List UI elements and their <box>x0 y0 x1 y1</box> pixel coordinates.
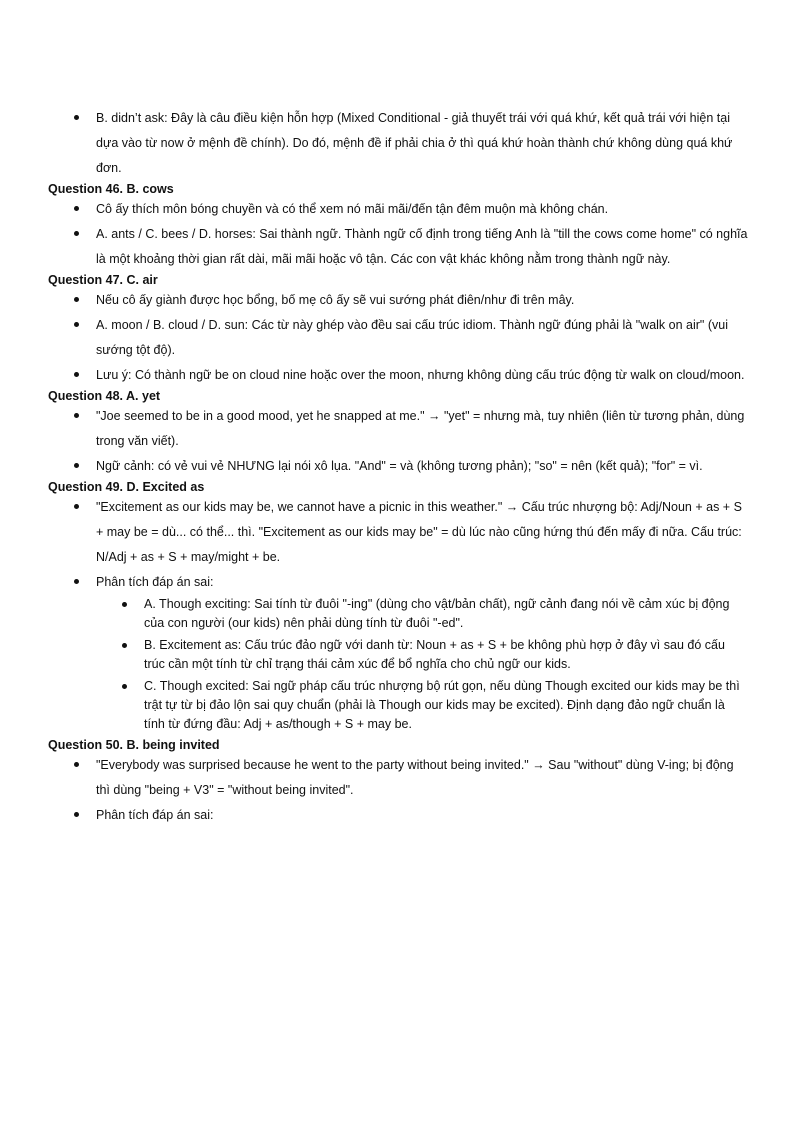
list-item <box>96 570 748 734</box>
q49-bullet-list <box>48 495 748 734</box>
question-49-heading: Question 49. D. Excited as <box>48 480 205 494</box>
q48-bullet-list <box>48 404 748 479</box>
list-item: A. ants / C. bees / D. horses: Sai thành ngữ. Thành ngữ cố định trong tiếng Anh là "till the cows come home" có nghĩa là một khoảng thời gian rất dài, mãi mãi hoặc vô tận. Các con vật khác không nằm trong thành ngữ này. <box>96 222 748 272</box>
list-item: A. moon / B. cloud / D. sun: Các từ này ghép vào đều sai cấu trúc idiom. Thành ngữ đúng phải là "walk on air" (vui sướng tột độ). <box>96 313 748 363</box>
q45-bullet-list <box>48 106 748 181</box>
list-item: "Everybody was surprised because he went to the party without being invited." → Sau "without" dùng V-ing; bị động thì dùng "being + V3" = "without being invited". <box>96 753 748 803</box>
q47-bullet-list <box>48 288 748 388</box>
list-item: B. didn’t ask: Đây là câu điều kiện hỗn hợp (Mixed Conditional - giả thuyết trái với quá khứ, kết quả trái với hiện tại dựa vào từ now ở mệnh đề chính). Do đó, mệnh đề if phải chia ở thì quá khứ hoàn thành chứ không dùng quá khứ đơn. <box>96 106 748 181</box>
question-50-heading: Question 50. B. being invited <box>48 738 220 752</box>
sub-list-item: A. Though exciting: Sai tính từ đuôi "-ing" (dùng cho vật/bản chất), ngữ cảnh đang nói về cảm xúc bị động của con người (our kids) nên phải dùng tính từ đuôi "-ed". <box>144 595 748 633</box>
list-item: Cô ấy thích môn bóng chuyền và có thể xem nó mãi mãi/đến tận đêm muộn mà không chán. <box>96 197 748 222</box>
list-item: "Joe seemed to be in a good mood, yet he snapped at me." → "yet" = nhưng mà, tuy nhiên (liên từ tương phản, dùng trong văn viết). <box>96 404 748 454</box>
list-item: Lưu ý: Có thành ngữ be on cloud nine hoặc over the moon, nhưng không dùng cấu trúc động từ walk on cloud/moon. <box>96 363 748 388</box>
question-48-heading: Question 48. A. yet <box>48 389 161 403</box>
list-item-label: Phân tích đáp án sai: <box>96 575 214 589</box>
q50-bullet-list <box>48 753 748 828</box>
list-item: Nếu cô ấy giành được học bổng, bố mẹ cô ấy sẽ vui sướng phát điên/như đi trên mây. <box>96 288 748 313</box>
question-46-heading: Question 46. B. cows <box>48 182 174 196</box>
list-item: "Excitement as our kids may be, we cannot have a picnic in this weather." → Cấu trúc nhượng bộ: Adj/Noun + as + S + may be = dù... có thể... thì. "Excitement as our kids may be" = dù lúc nào cũng hứng thú đến mấy đi nữa. Cấu trúc: N/Adj + as + S + may/might + be. <box>96 495 748 570</box>
sub-list-item: B. Excitement as: Cấu trúc đảo ngữ với danh từ: Noun + as + S + be không phù hợp ở đây vì sau đó cấu trúc cần một tính từ chỉ trạng thái cảm xúc để bổ nghĩa cho chủ ngữ our kids. <box>144 636 748 674</box>
sub-list-item: C. Though excited: Sai ngữ pháp cấu trúc nhượng bộ rút gọn, nếu dùng Though excited our kids may be thì trật tự từ bị đảo lộn sai quy chuẩn (phải là Though our kids may be excited). Định dạng đảo ngữ chuẩn là tính từ đứng đầu: Adj + as/though + S + may be. <box>144 677 748 734</box>
document-content <box>48 106 748 828</box>
q46-bullet-list <box>48 197 748 272</box>
list-item: Ngữ cảnh: có vẻ vui vẻ NHƯNG lại nói xô lụa. "And" = và (không tương phản); "so" = nên (kết quả); "for" = vì. <box>96 454 748 479</box>
q49-sub-list <box>96 595 748 734</box>
question-47-heading: Question 47. C. air <box>48 273 158 287</box>
list-item: Phân tích đáp án sai: <box>96 803 748 828</box>
